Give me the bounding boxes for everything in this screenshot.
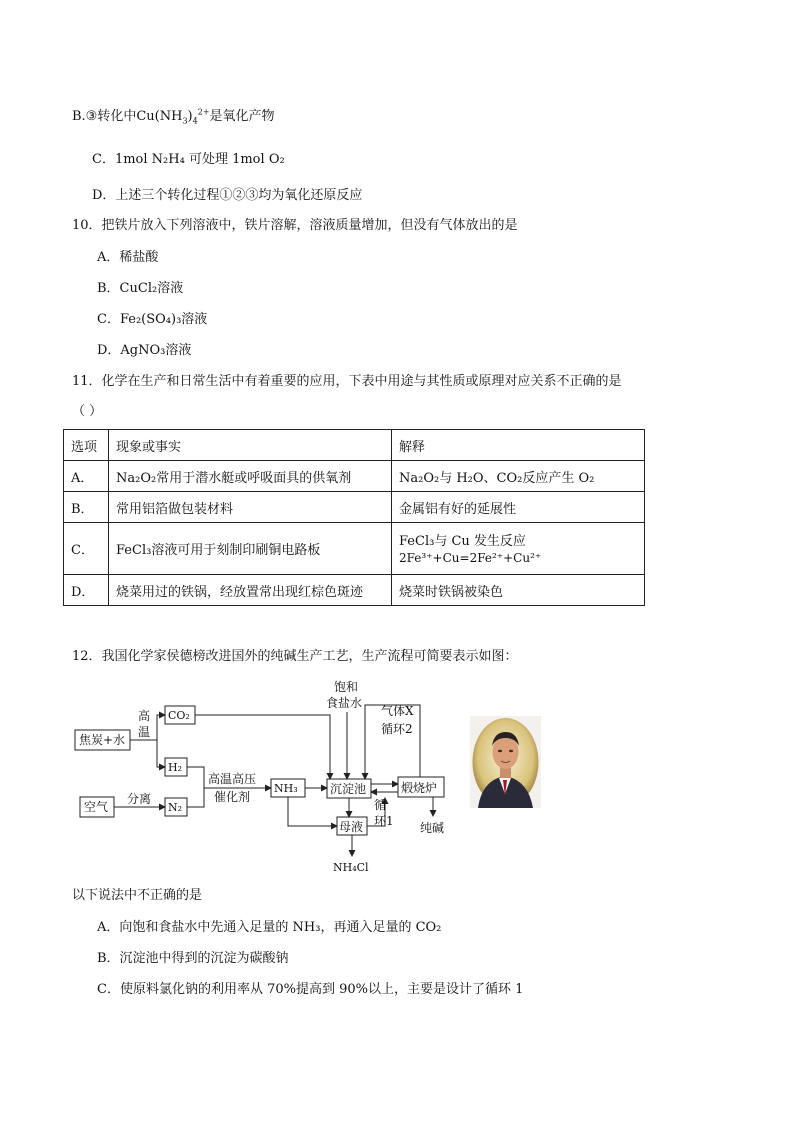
q12-question: 以下说法中不正确的是 xyxy=(72,888,203,903)
q11-answer-paren: （ ） xyxy=(72,404,103,419)
table-cell: 烧菜时铁锅被染色 xyxy=(392,575,645,606)
q12-stem: 12．我国化学家侯德榜改进国外的纯碱生产工艺，生产流程可简要表示如图： xyxy=(72,649,518,664)
label-gas-x: 气体X xyxy=(381,704,414,718)
label-brine-1: 饱和 xyxy=(334,680,359,694)
label-cond-2: 催化剂 xyxy=(214,790,251,804)
label-co2: CO₂ xyxy=(168,709,190,722)
label-cycle2: 循环2 xyxy=(381,722,413,736)
table-header-cell: 现象或事实 xyxy=(109,430,392,461)
table-cell: A． xyxy=(64,461,109,492)
q10-stem: 10．把铁片放入下列溶液中，铁片溶解，溶液质量增加，但没有气体放出的是 xyxy=(72,218,518,233)
table-header-cell: 解释 xyxy=(392,430,645,461)
label-nh3: NH₃ xyxy=(274,782,298,795)
label-furnace: 煅烧炉 xyxy=(401,781,438,795)
q9-option-c: C．1mol N₂H₄ 可处理 1mol O₂ xyxy=(92,152,285,167)
arrow-nh3-to-liquor xyxy=(288,797,337,826)
label-mother-liquor: 母液 xyxy=(339,820,364,834)
arrow-co2-to-tank xyxy=(195,715,330,779)
label-nh4cl: NH₄Cl xyxy=(333,861,369,874)
merge-h2-n2 xyxy=(187,767,204,807)
label-coke-water: 焦炭+水 xyxy=(79,733,126,747)
table-cell: Na₂O₂与 H₂O、CO₂反应产生 O₂ xyxy=(392,461,645,492)
q12-option-a: A．向饱和食盐水中先通入足量的 NH₃，再通入足量的 CO₂ xyxy=(97,920,442,935)
label-separate: 分离 xyxy=(127,792,152,806)
equation-line: 2Fe³⁺+Cu=2Fe²⁺+Cu²⁺ xyxy=(399,551,542,565)
label-cycle1-a: 循 xyxy=(374,798,387,812)
table-cell: 常用铝箔做包装材料 xyxy=(109,492,392,523)
q10-option-d: D．AgNO₃溶液 xyxy=(97,343,192,358)
portrait-drawing xyxy=(470,716,541,808)
table-cell: 金属铝有好的延展性 xyxy=(392,492,645,523)
label-brine-2: 食盐水 xyxy=(326,696,363,710)
q11-stem: 11．化学在生产和日常生活中有着重要的应用，下表中用途与其性质或原理对应关系不正确的是 xyxy=(72,374,622,389)
explain-line: FeCl₃与 Cu 发生反应 xyxy=(399,534,526,549)
table-cell: 烧菜用过的铁锅，经放置常出现红棕色斑迹 xyxy=(109,575,392,606)
table-cell: FeCl₃溶液可用于刻制印刷铜电路板 xyxy=(109,523,392,575)
q12-option-c: C．使原料氯化钠的利用率从 70%提高到 90%以上，主要是设计了循环 1 xyxy=(97,982,524,997)
label-cond-1: 高温高压 xyxy=(208,772,257,786)
table-cell: C． xyxy=(64,523,109,575)
table-header-cell: 选项 xyxy=(64,430,109,461)
q10-option-c: C．Fe₂(SO₄)₃溶液 xyxy=(97,312,208,327)
q10-option-b: B．CuCl₂溶液 xyxy=(97,281,184,296)
q9-option-d: D．上述三个转化过程①②③均为氧化还原反应 xyxy=(92,188,363,203)
arrow-to-h2 xyxy=(157,740,165,767)
label-h2: H₂ xyxy=(168,761,183,774)
table-cell: Na₂O₂常用于潜水艇或呼吸面具的供氧剂 xyxy=(109,461,392,492)
label-air: 空气 xyxy=(84,800,109,814)
label-high-temp-1: 高 xyxy=(138,709,151,723)
label-high-temp-2: 温 xyxy=(138,725,151,739)
q12-option-b: B．沉淀池中得到的沉淀为碳酸钠 xyxy=(97,951,289,966)
portrait-image xyxy=(470,716,541,808)
q10-option-a: A．稀盐酸 xyxy=(97,250,159,265)
table-cell: D． xyxy=(64,575,109,606)
label-cycle1-b: 环1 xyxy=(374,814,394,828)
label-precip-tank: 沉淀池 xyxy=(330,782,367,796)
table-cell: B． xyxy=(64,492,109,523)
q9-option-b: B.③转化中$Cu(NH_3)_4^{2+}$是氧化产物 xyxy=(72,107,275,126)
label-soda-ash: 纯碱 xyxy=(420,821,445,835)
label-n2: N₂ xyxy=(168,801,183,814)
